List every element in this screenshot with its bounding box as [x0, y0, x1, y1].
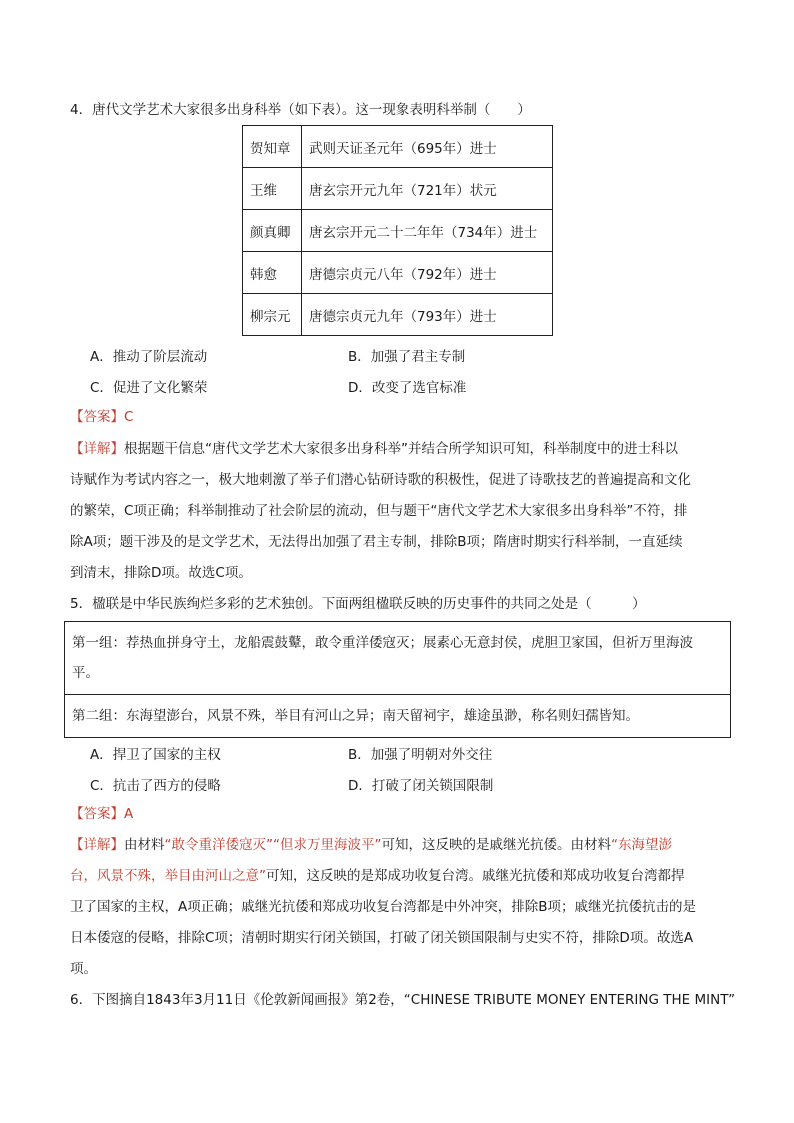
table-cell-name: 颜真卿: [243, 210, 302, 252]
q4-option-b[interactable]: B．加强了君主专制: [348, 349, 466, 365]
q4-table: [242, 125, 553, 336]
couplet-text: 第一组：荐热血拼身守土，龙船震鼓鼙，敢令重洋倭寇灭；展素心无意封侯，虎胆卫家国，但祈万里海波: [72, 635, 693, 651]
detail-text: 由材料: [124, 837, 165, 853]
table-cell-detail: 唐玄宗开元二十二年年（734年）进士: [302, 210, 553, 252]
q4-answer: [70, 408, 133, 426]
q5-option-a[interactable]: A．捍卫了国家的主权: [90, 747, 221, 763]
answer-label: 【答案】: [70, 806, 124, 822]
q4-stem: 4．唐代文学艺术大家很多出身科举（如下表）。这一现象表明科举制（ ）: [70, 102, 531, 118]
table-row: [243, 126, 553, 168]
q4-option-a[interactable]: A．推动了阶层流动: [90, 349, 208, 365]
q4-detail-line: [70, 440, 678, 458]
table-cell-detail: 唐玄宗开元九年（721年）状元: [302, 168, 553, 210]
table-cell-detail: 唐德宗贞元八年（792年）进士: [302, 252, 553, 294]
detail-text: 可知，这反映的是戚继光抗倭。由材料: [381, 837, 611, 853]
detail-text: 可知，这反映的是郑成功收复台湾。戚继光抗倭和郑成功收复台湾都捍: [266, 868, 685, 884]
q5-detail-line: 项。: [70, 961, 97, 977]
q5-detail-line: 日本倭寇的侵略，排除C项；清朝时期实行闭关锁国，打破了闭关锁国限制与史实不符，排除D项。故选A: [70, 930, 694, 946]
q5-option-d[interactable]: D．打破了闭关锁国限制: [348, 778, 494, 794]
answer-label: 【答案】: [70, 409, 124, 425]
q6-stem: 6．下图摘自1843年3月11日《伦敦新闻画报》第2卷，“CHINESE TRIBUTE MONEY ENTERING THE MINT”: [70, 992, 736, 1008]
q4-detail-line: 到清末，排除D项。故选C项。: [70, 565, 252, 581]
detail-quote: “但求万里海波平”: [273, 837, 382, 853]
table-row: [243, 252, 553, 294]
table-cell-name: 韩愈: [243, 252, 302, 294]
detail-quote: “敢令重洋倭寇灭”: [164, 837, 273, 853]
table-cell-name: 贺知章: [243, 126, 302, 168]
table-row: [243, 210, 553, 252]
q4-detail-line: 诗赋作为考试内容之一，极大地刺激了举子们潜心钻研诗歌的积极性，促进了诗歌技艺的普遍提高和文化: [70, 472, 691, 488]
q5-detail-line: 卫了国家的主权，A项正确；戚继光抗倭和郑成功收复台湾都是中外冲突，排除B项；戚继光抗倭抗击的是: [70, 899, 696, 915]
table-cell-name: 柳宗元: [243, 294, 302, 336]
detail-label: 【详解】: [70, 837, 124, 853]
q4-detail-line: 的繁荣，C项正确；科举制推动了社会阶层的流动，但与题干“唐代文学艺术大家很多出身科举”不符，排: [70, 503, 688, 519]
table-row: [243, 294, 553, 336]
detail-quote: “东海望澎: [611, 837, 672, 853]
q4-detail-line: 除A项；题干涉及的是文学艺术，无法得出加强了君主专制，排除B项；隋唐时期实行科举制，一直延续: [70, 534, 683, 550]
couplet-group-2: [65, 694, 730, 737]
q5-couplet-box: [64, 621, 731, 738]
answer-value: A: [124, 806, 134, 822]
q4-option-d[interactable]: D．改变了选官标准: [348, 380, 467, 396]
q5-answer: [70, 805, 133, 823]
couplet-text: 平。: [72, 665, 99, 681]
couplet-text: 第二组：东海望澎台，风景不殊，举目有河山之异；南天留祠宇，雄途虽渺，称名则妇孺皆知。: [72, 708, 639, 724]
table-cell-detail: 武则天证圣元年（695年）进士: [302, 126, 553, 168]
couplet-group-1: [65, 622, 730, 694]
detail-quote: 台，风景不殊，举目由河山之意”: [70, 868, 266, 884]
q5-detail-line: [70, 867, 685, 885]
detail-label: 【详解】: [70, 441, 124, 457]
q5-option-c[interactable]: C．抗击了西方的侵略: [90, 778, 221, 794]
table-cell-detail: 唐德宗贞元九年（793年）进士: [302, 294, 553, 336]
detail-text: 根据题干信息“唐代文学艺术大家很多出身科举”并结合所学知识可知，科举制度中的进士科以: [124, 441, 678, 457]
answer-value: C: [124, 409, 134, 425]
table-cell-name: 王维: [243, 168, 302, 210]
q5-stem: 5．楹联是中华民族绚烂多彩的艺术独创。下面两组楹联反映的历史事件的共同之处是（ ）: [70, 596, 646, 612]
table-row: [243, 168, 553, 210]
q4-option-c[interactable]: C．促进了文化繁荣: [90, 380, 208, 396]
q5-option-b[interactable]: B．加强了明朝对外交往: [348, 747, 493, 763]
q5-detail-line: [70, 836, 672, 854]
